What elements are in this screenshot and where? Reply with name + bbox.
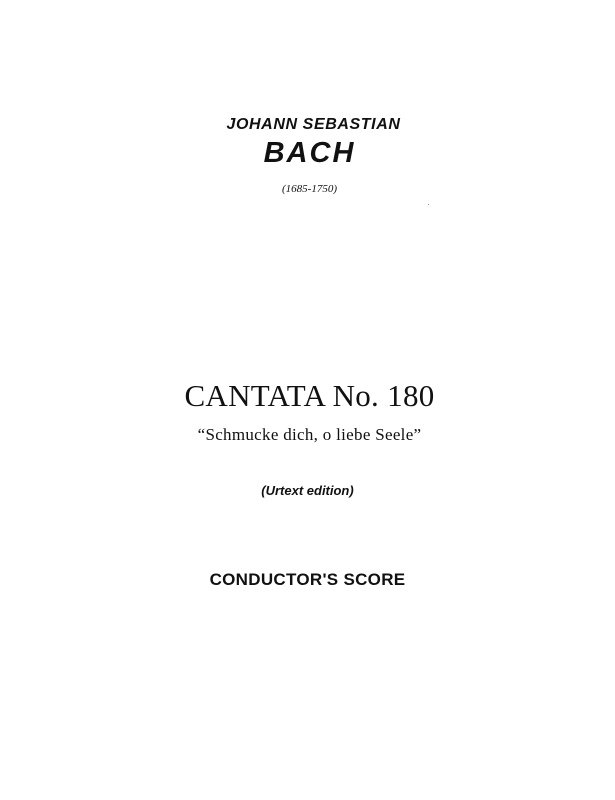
work-title: CANTATA No. 180 [184, 378, 435, 413]
scan-speck [428, 204, 429, 205]
score-type: CONDUCTOR'S SCORE [209, 570, 406, 589]
composer-dates: (1685-1750) [282, 183, 337, 195]
edition-note: (Urtext edition) [261, 483, 354, 498]
composer-surname: BACH [263, 137, 356, 169]
work-subtitle: “Schmucke dich, o liebe Seele” [197, 425, 422, 444]
composer-first-names: JOHANN SEBASTIAN [226, 116, 401, 133]
